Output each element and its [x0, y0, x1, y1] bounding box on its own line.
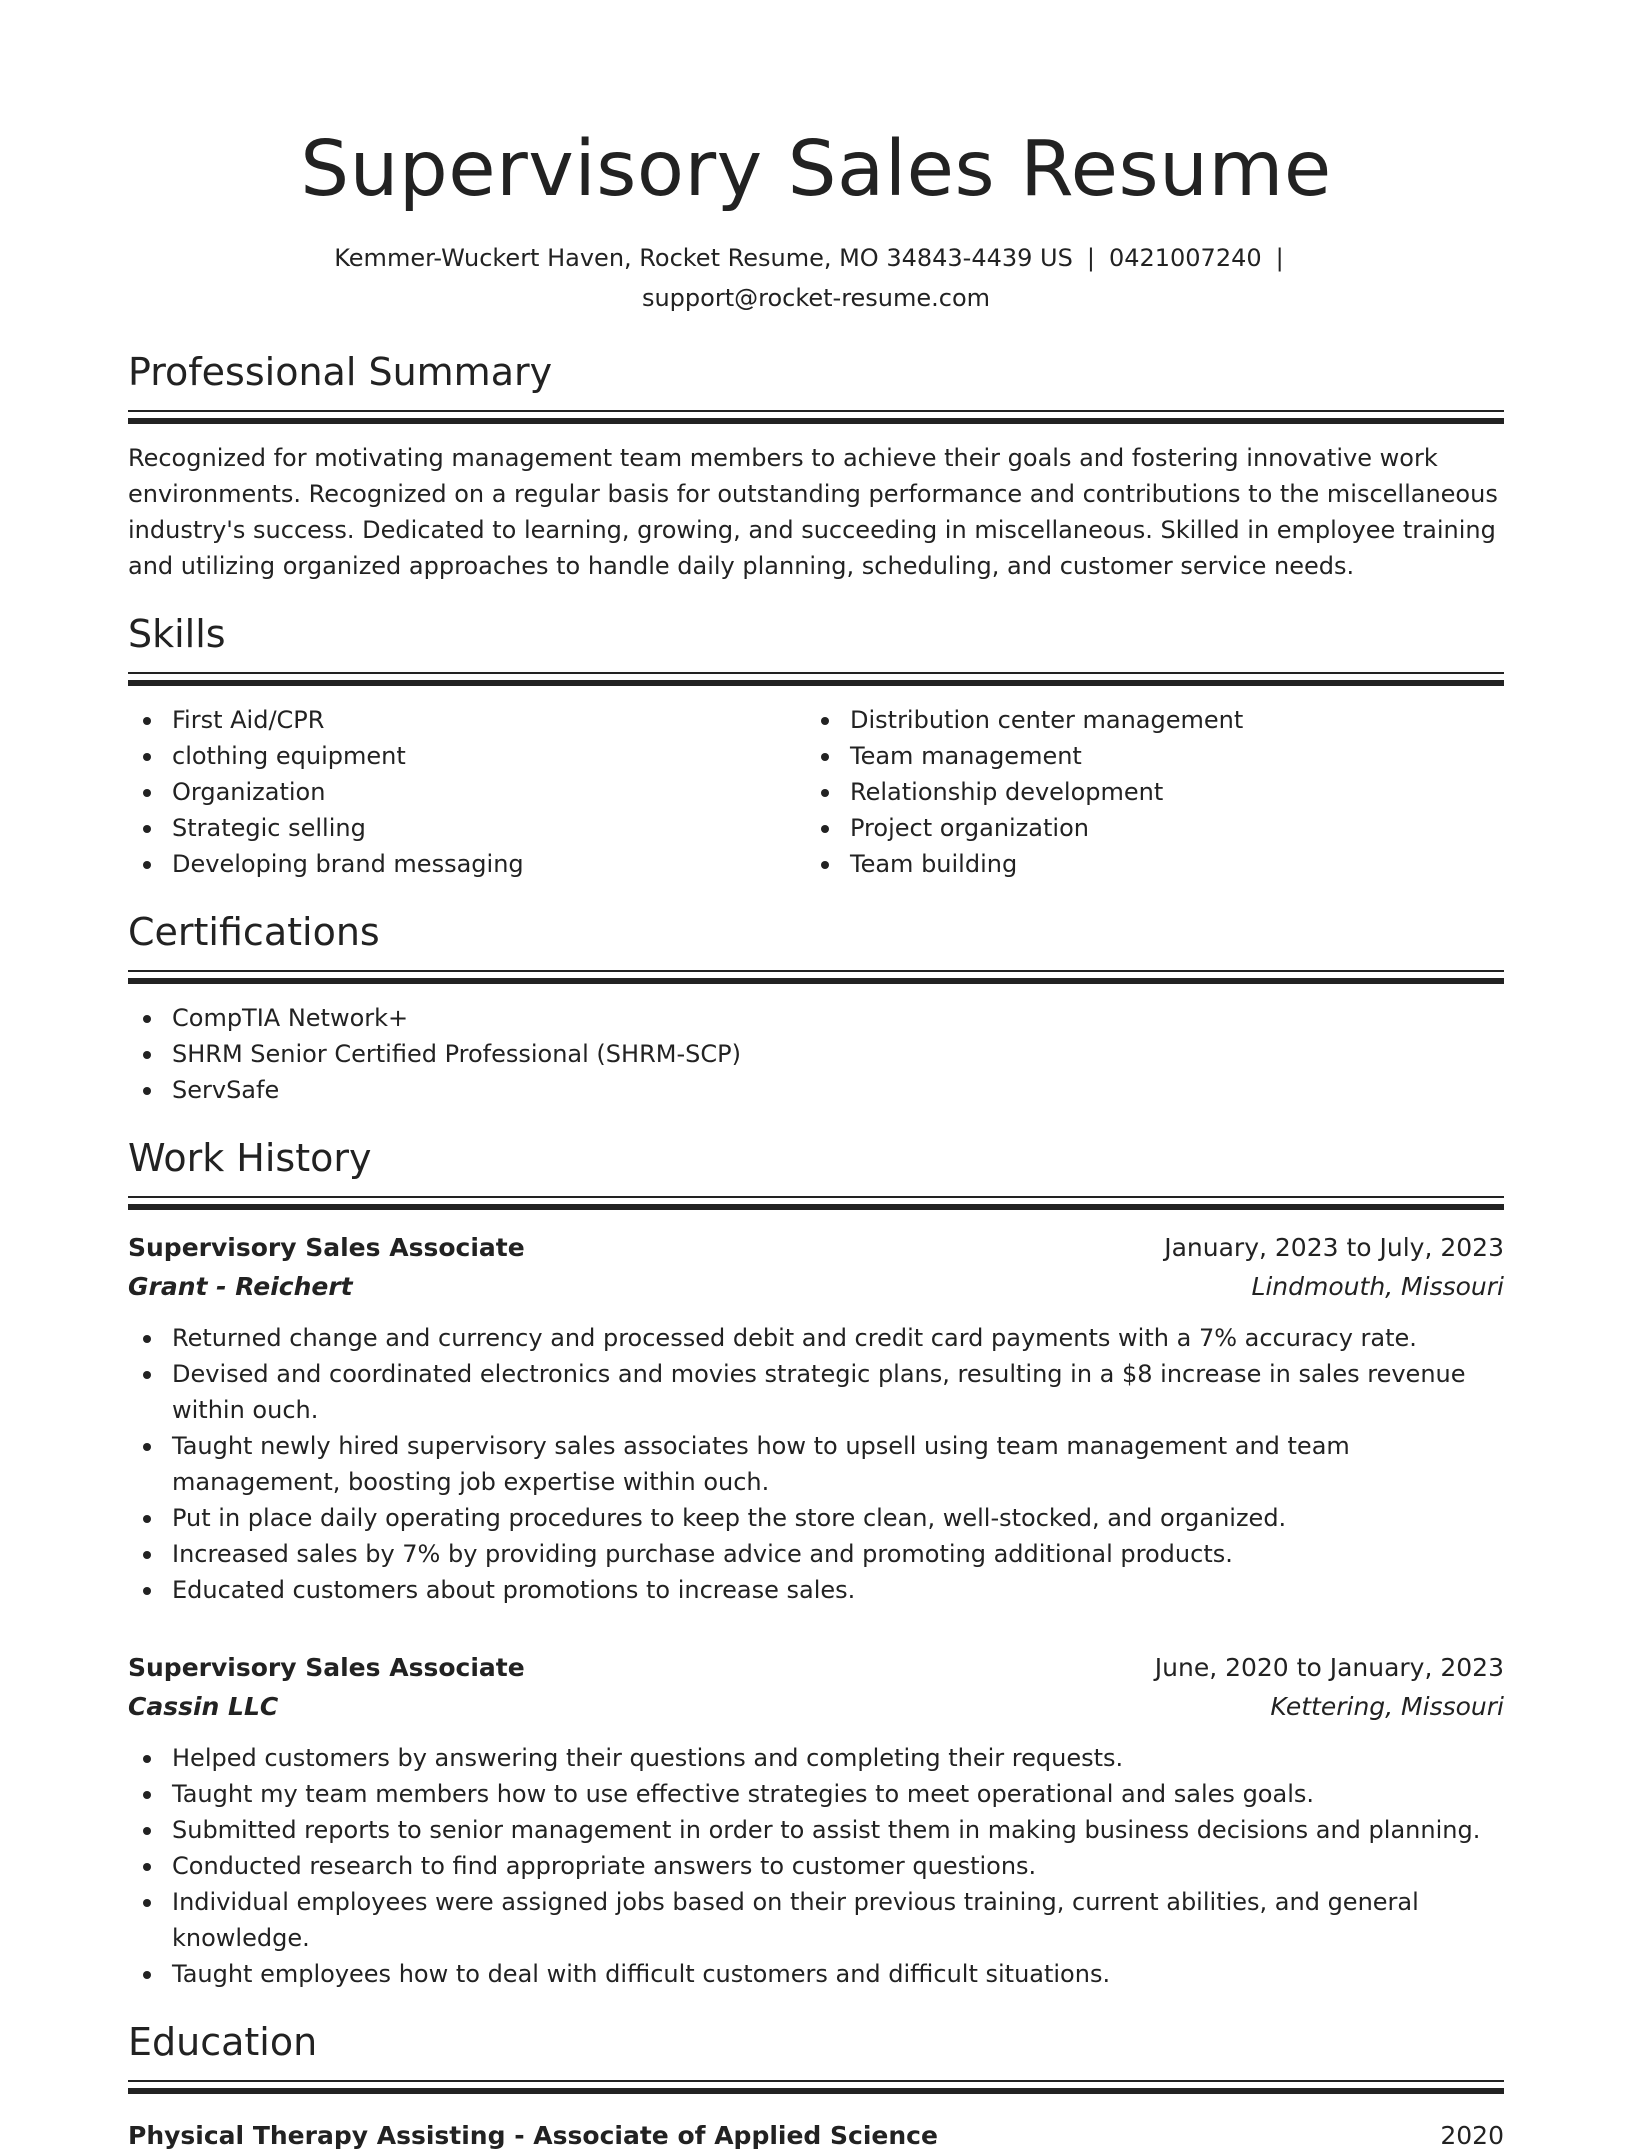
job-location: Kettering, Missouri — [1270, 1692, 1504, 1721]
job-bullet: Individual employees were assigned jobs based on their previous training, current abilities, and general knowledge. — [128, 1884, 1504, 1956]
section-divider — [128, 410, 1504, 412]
section-heading-skills: Skills — [128, 612, 226, 656]
skill-item: Strategic selling — [128, 810, 806, 846]
section-divider — [128, 970, 1504, 972]
job-bullet: Taught my team members how to use effective strategies to meet operational and sales goals. — [128, 1776, 1504, 1812]
job-subheader — [128, 1688, 1504, 1726]
skill-item: Team building — [806, 846, 1484, 882]
skills-list — [128, 702, 1504, 882]
job-bullet: Submitted reports to senior management in order to assist them in making business decisions and planning. — [128, 1812, 1504, 1848]
contact-separator: | — [1086, 244, 1095, 272]
job-entry — [128, 1648, 1504, 1992]
job-bullets — [128, 1740, 1504, 1992]
section-heading-summary: Professional Summary — [128, 350, 553, 394]
job-bullet: Educated customers about promotions to increase sales. — [128, 1572, 1504, 1608]
job-company: Grant - Reichert — [128, 1272, 353, 1301]
skill-item: Project organization — [806, 810, 1484, 846]
skill-item: Developing brand messaging — [128, 846, 806, 882]
job-bullet: Helped customers by answering their questions and completing their requests. — [128, 1740, 1504, 1776]
certification-item: CompTIA Network+ — [128, 1000, 1504, 1036]
section-divider — [128, 680, 1504, 686]
section-heading-certifications: Certifications — [128, 910, 380, 954]
job-bullet: Increased sales by 7% by providing purchase advice and promoting additional products. — [128, 1536, 1504, 1572]
skill-item: Relationship development — [806, 774, 1484, 810]
skills-column-left — [128, 702, 806, 882]
job-header — [128, 1228, 1504, 1268]
skill-item: Distribution center management — [806, 702, 1484, 738]
job-dates: June, 2020 to January, 2023 — [1154, 1653, 1504, 1682]
certification-item: SHRM Senior Certified Professional (SHRM-SCP) — [128, 1036, 1504, 1072]
contact-info — [128, 238, 1504, 318]
job-dates: January, 2023 to July, 2023 — [1164, 1233, 1504, 1262]
contact-separator: | — [1275, 244, 1284, 272]
job-bullet: Taught employees how to deal with difficult customers and difficult situations. — [128, 1956, 1504, 1992]
education-entry — [128, 2116, 1504, 2156]
job-title: Supervisory Sales Associate — [128, 1653, 525, 1682]
skill-item: First Aid/CPR — [128, 702, 806, 738]
job-entry — [128, 1228, 1504, 1608]
certification-item: ServSafe — [128, 1072, 1504, 1108]
skill-item: Organization — [128, 774, 806, 810]
section-divider — [128, 978, 1504, 984]
job-bullets — [128, 1320, 1504, 1608]
skills-column-right — [806, 702, 1484, 882]
job-company: Cassin LLC — [128, 1692, 279, 1721]
section-divider — [128, 2080, 1504, 2082]
contact-email[interactable]: support@rocket-resume.com — [641, 284, 991, 312]
section-divider — [128, 1204, 1504, 1210]
skill-item: clothing equipment — [128, 738, 806, 774]
job-bullet: Devised and coordinated electronics and movies strategic plans, resulting in a $8 increase in sales revenue within ouch. — [128, 1356, 1504, 1428]
job-subheader — [128, 1268, 1504, 1306]
contact-phone: 0421007240 — [1108, 244, 1262, 272]
job-bullet: Conducted research to find appropriate answers to customer questions. — [128, 1848, 1504, 1884]
resume-title: Supervisory Sales Resume — [300, 125, 1332, 214]
education-year: 2020 — [1440, 2121, 1504, 2150]
education-degree: Physical Therapy Assisting - Associate of Applied Science — [128, 2121, 938, 2150]
job-bullet: Taught newly hired supervisory sales associates how to upsell using team management and team management, boosting job expertise within ouch. — [128, 1428, 1504, 1500]
section-heading-education: Education — [128, 2020, 318, 2064]
section-divider — [128, 2088, 1504, 2094]
job-bullet: Put in place daily operating procedures to keep the store clean, well-stocked, and organized. — [128, 1500, 1504, 1536]
job-location: Lindmouth, Missouri — [1251, 1272, 1504, 1301]
section-divider — [128, 418, 1504, 424]
job-title: Supervisory Sales Associate — [128, 1233, 525, 1262]
job-bullet: Returned change and currency and processed debit and credit card payments with a 7% accuracy rate. — [128, 1320, 1504, 1356]
section-heading-work-history: Work History — [128, 1136, 372, 1180]
job-header — [128, 1648, 1504, 1688]
contact-address: Kemmer-Wuckert Haven, Rocket Resume, MO 34843-4439 US — [334, 244, 1073, 272]
certifications-list — [128, 1000, 1504, 1108]
summary-text: Recognized for motivating management team members to achieve their goals and fostering innovative work environments. Recognized on a regular basis for outstanding performance and contributions to the miscellaneous industry's success. Dedicated to learning, growing, and succeeding in miscellaneous. Skilled in employee training and utilizing organized approaches to handle daily planning, scheduling, and customer service needs. — [128, 444, 1498, 580]
section-divider — [128, 672, 1504, 674]
skill-item: Team management — [806, 738, 1484, 774]
resume-page — [128, 0, 1504, 2156]
section-divider — [128, 1196, 1504, 1198]
